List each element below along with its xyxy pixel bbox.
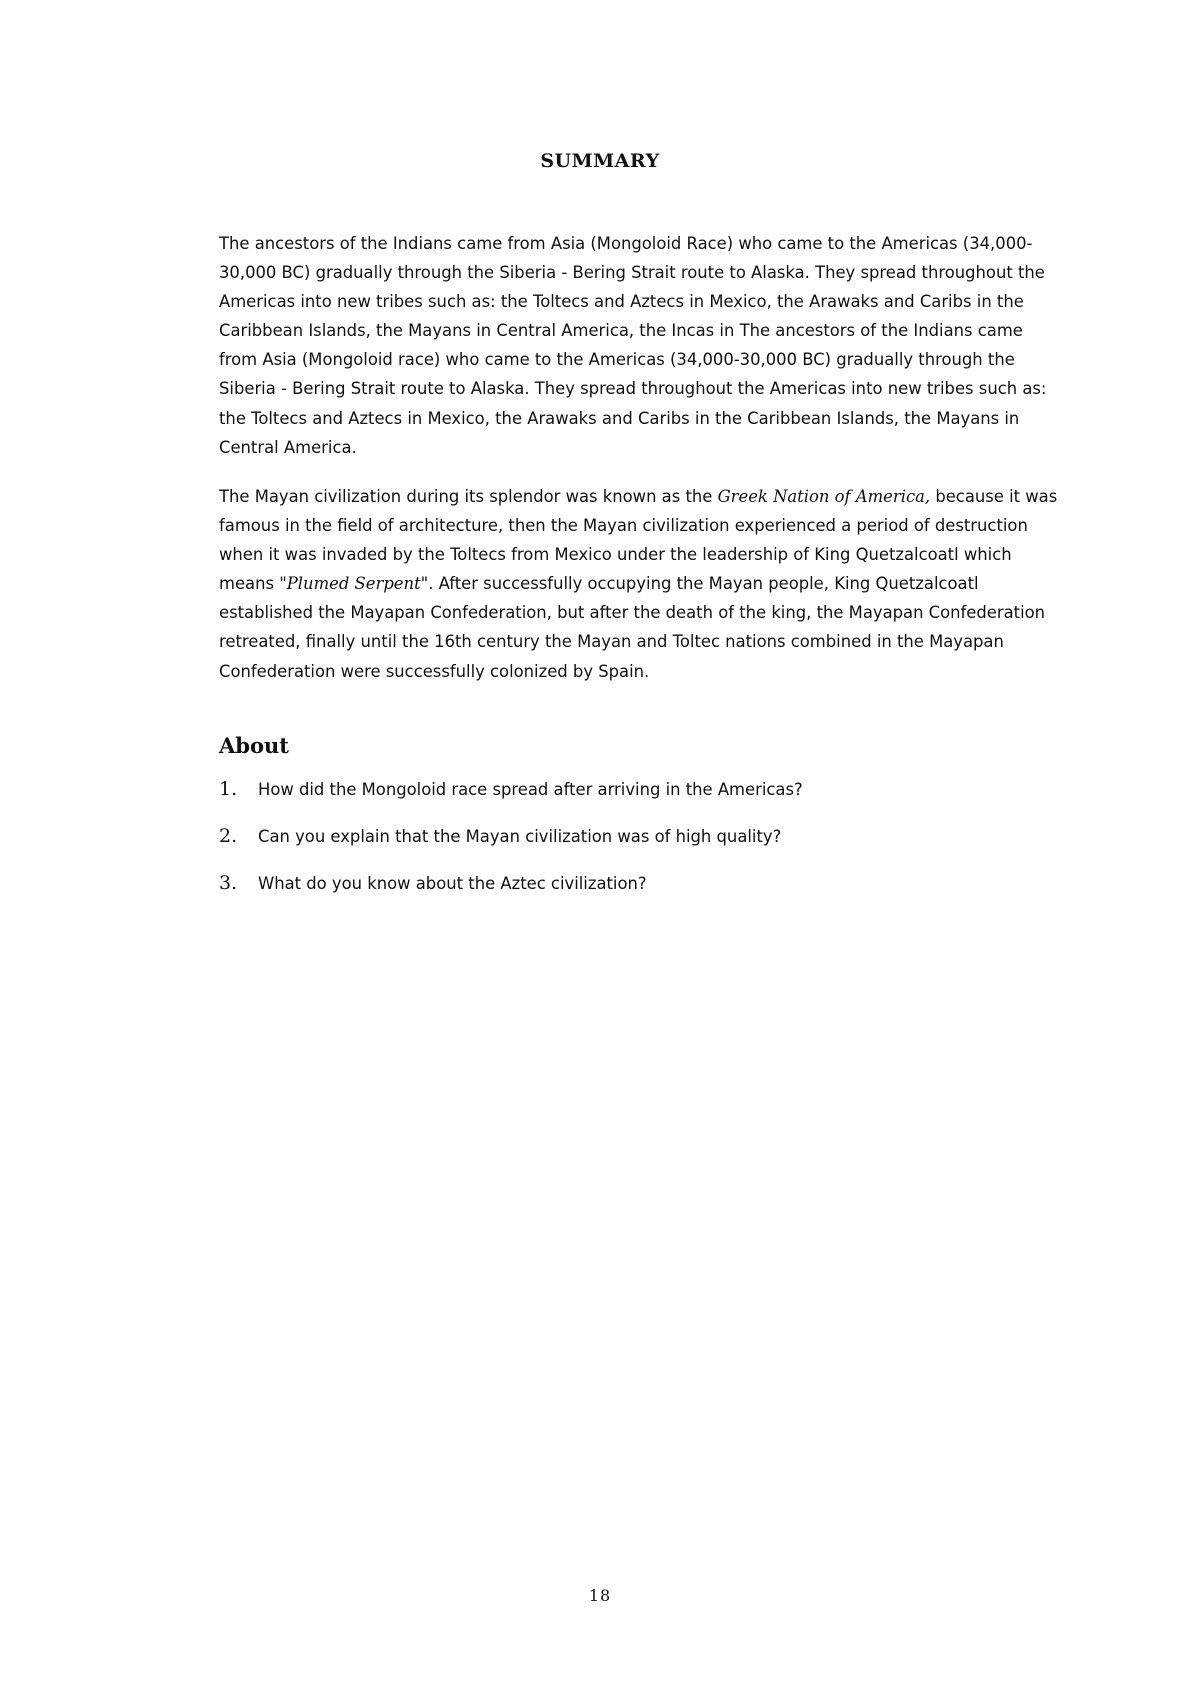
summary-paragraph-2: [219, 482, 1059, 686]
question-item: [219, 778, 1059, 825]
page-number: 18: [588, 1586, 612, 1605]
page-title: SUMMARY: [540, 150, 660, 172]
question-list: [219, 778, 1059, 919]
question-number: 2.: [219, 825, 238, 847]
question-text: How did the Mongoloid race spread after arriving in the Americas?: [258, 780, 803, 799]
paragraph-2-text-c: ". After successfully occupying the Mayan people, King Quetzalcoatl established the Mayapan Confederation, but after the death of the king, the Mayapan Confederation retreated, finally until the 16th century the Mayan and Toltec nations combined in the Mayapan Confederation were successfully colonized by Spain.: [219, 574, 1046, 681]
question-item: [219, 825, 1059, 872]
paragraph-2-italic-greek-nation: Greek Nation of America,: [717, 487, 931, 506]
paragraph-2-text-a: The Mayan civilization during its splendor was known as the: [219, 487, 718, 506]
question-number: 3.: [219, 872, 238, 894]
question-text: What do you know about the Aztec civilization?: [258, 874, 647, 893]
question-number: 1.: [219, 778, 238, 800]
paragraph-2-text-b: because it was famous in the field of architecture, then the Mayan civilization experienced a period of destruction when it was invaded by the Toltecs from Mexico under the leadership of King Quetzalcoatl which means ": [219, 487, 1058, 594]
summary-paragraph-1: The ancestors of the Indians came from Asia (Mongoloid Race) who came to the Americas (34,000-30,000 BC) gradually through the Siberia - Bering Strait route to Alaska. They spread throughout the Americas into new tribes such as: the Toltecs and Aztecs in Mexico, the Arawaks and Caribs in the Caribbean Islands, the Mayans in Central America, the Incas in The ancestors of the Indians came from Asia (Mongoloid race) who came to the Americas (34,000-30,000 BC) gradually through the Siberia - Bering Strait route to Alaska. They spread throughout the Americas into new tribes such as: the Toltecs and Aztecs in Mexico, the Arawaks and Caribs in the Caribbean Islands, the Mayans in Central America.: [219, 234, 1047, 457]
about-heading: About: [219, 733, 289, 758]
paragraph-2-italic-plumed-serpent: Plumed Serpent: [286, 574, 421, 594]
question-text: Can you explain that the Mayan civilization was of high quality?: [258, 827, 782, 846]
question-item: [219, 872, 1059, 919]
